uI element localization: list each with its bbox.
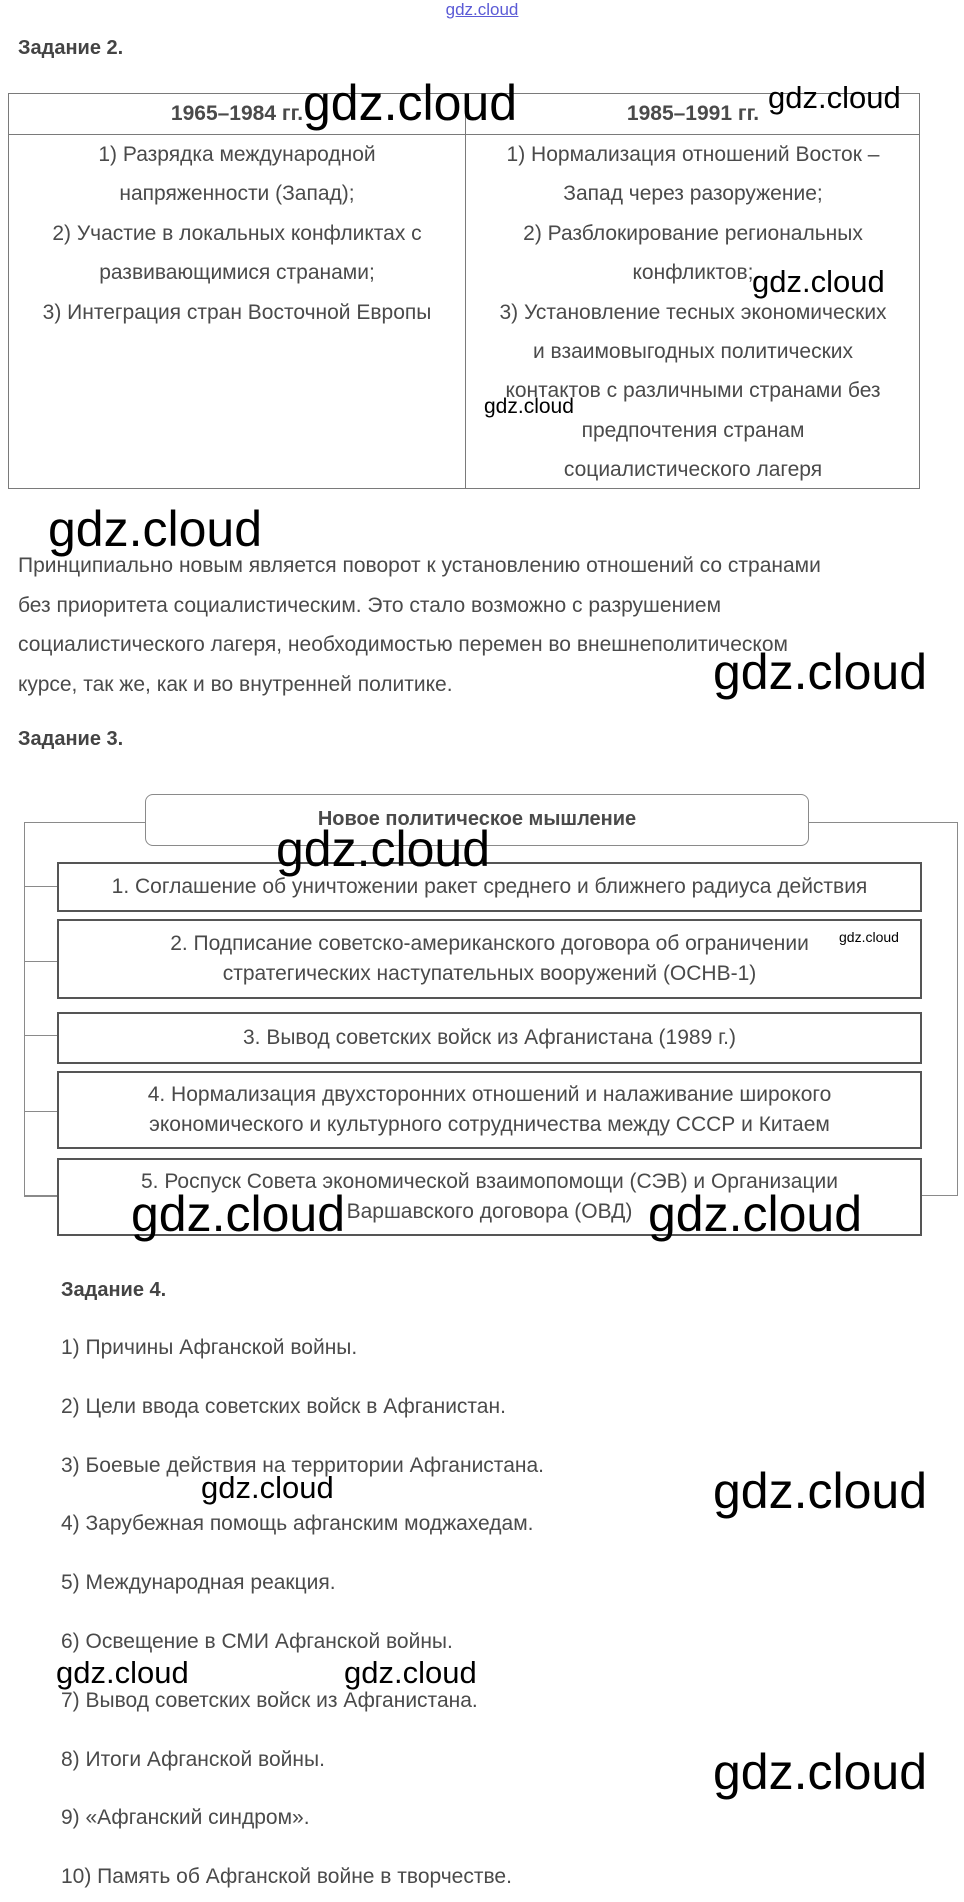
cell-line: 3) Интеграция стран Восточной Европы (42, 300, 432, 324)
diagram-item-line: 5. Роспуск Совета экономической взаимопомощи (СЭВ) и Организации (141, 1170, 838, 1193)
cell-line: конфликтов; (632, 261, 754, 285)
diagram-item-4 (57, 1071, 922, 1149)
diagram-item-line: Варшавского договора (ОВД) (346, 1200, 633, 1223)
cell-line: 1) Нормализация отношений Восток – (506, 143, 880, 166)
list-item: 4) Зарубежная помощь афганским моджахедам. (61, 1512, 534, 1535)
cell-line: социалистического лагеря (563, 458, 823, 482)
list-item: 10) Память об Афганской войне в творчестве. (61, 1865, 512, 1888)
table-header-col1: 1965–1984 гг. (170, 102, 304, 125)
diagram-item-3 (57, 1012, 922, 1064)
watermark: gdz.cloud (648, 1186, 863, 1242)
watermark: gdz.cloud (344, 1655, 477, 1690)
list-item: 9) «Афганский синдром». (61, 1806, 310, 1829)
cell-line: предпочтения странам (581, 418, 805, 442)
task3-heading: Задание 3. (18, 728, 124, 750)
list-item: 1) Причины Афганской войны. (61, 1336, 358, 1359)
cell-line: 2) Разблокирование региональных (523, 221, 863, 245)
diagram-item-2 (57, 919, 922, 999)
task4-heading: Задание 4. (61, 1279, 167, 1301)
cell-line: 3) Установление тесных экономических (499, 300, 887, 324)
diagram-item-line: экономического и культурного сотрудничества между СССР и Китаем (149, 1113, 830, 1136)
list-item: 3) Боевые действия на территории Афганистана. (61, 1454, 544, 1477)
table-cell-col2 (465, 134, 921, 490)
watermark: gdz.cloud (484, 395, 574, 418)
cell-line: Запад через разоружение; (563, 182, 823, 206)
paragraph-line: Принципиально новым является поворот к установлению отношений со странами (18, 554, 821, 577)
cell-line: 2) Участие в локальных конфликтах с (52, 221, 422, 245)
diagram-item-line: стратегических наступательных вооружений (ОСНВ-1) (222, 962, 757, 985)
cell-line: контактов с различными странами без (505, 379, 881, 403)
diagram-frame-top-left (24, 822, 146, 823)
paragraph-line: курсе, так же, как и во внутренней политике. (18, 672, 453, 696)
diagram-connector (24, 1196, 57, 1197)
diagram-item-line: 3. Вывод советских войск из Афганистана (1989 г.) (242, 1026, 737, 1049)
watermark: gdz.cloud (713, 644, 928, 700)
table-header-col2: 1985–1991 гг. (626, 102, 760, 125)
watermark: gdz.cloud (303, 75, 518, 131)
list-item: 2) Цели ввода советских войск в Афганистан. (61, 1395, 506, 1418)
paragraph-line: без приоритета социалистическим. Это стало возможно с разрушением (18, 593, 722, 617)
watermark: gdz.cloud (768, 80, 901, 115)
site-link[interactable]: gdz.cloud (445, 0, 519, 19)
list-item: 7) Вывод советских войск из Афганистана. (61, 1689, 478, 1712)
watermark: gdz.cloud (839, 929, 899, 945)
watermark: gdz.cloud (752, 264, 885, 299)
diagram-title: Новое политическое мышление (145, 794, 809, 846)
paragraph-line: социалистического лагеря, необходимостью перемен во внешнеполитическом (18, 633, 788, 656)
watermark: gdz.cloud (713, 1744, 928, 1800)
diagram-connector (24, 961, 57, 962)
watermark: gdz.cloud (131, 1186, 346, 1242)
diagram-connector (24, 1111, 57, 1112)
task2-heading: Задание 2. (18, 37, 124, 59)
diagram-connector (24, 886, 57, 887)
list-item: 5) Международная реакция. (61, 1571, 336, 1594)
diagram-item-line: 4. Нормализация двухсторонних отношений и налаживание широкого (147, 1083, 832, 1106)
list-item: 8) Итоги Афганской войны. (61, 1748, 325, 1771)
watermark: gdz.cloud (48, 501, 263, 557)
cell-line: и взаимовыгодных политических (532, 340, 854, 364)
watermark: gdz.cloud (276, 821, 491, 877)
cell-line: напряженности (Запад); (119, 182, 355, 206)
watermark: gdz.cloud (56, 1655, 189, 1690)
diagram-connector (24, 1035, 57, 1036)
watermark: gdz.cloud (713, 1463, 928, 1519)
watermark: gdz.cloud (201, 1470, 334, 1505)
cell-line: 1) Разрядка международной (98, 143, 376, 166)
diagram-item-line: 1. Соглашение об уничтожении ракет среднего и ближнего радиуса действия (111, 875, 868, 898)
diagram-item-line: 2. Подписание советско-американского договора об ограничении (170, 932, 809, 955)
cell-line: развивающимися странами; (99, 261, 375, 285)
diagram-frame-top-right (808, 822, 958, 823)
table-cell-col1 (9, 134, 465, 332)
list-item: 6) Освещение в СМИ Афганской войны. (61, 1630, 453, 1653)
